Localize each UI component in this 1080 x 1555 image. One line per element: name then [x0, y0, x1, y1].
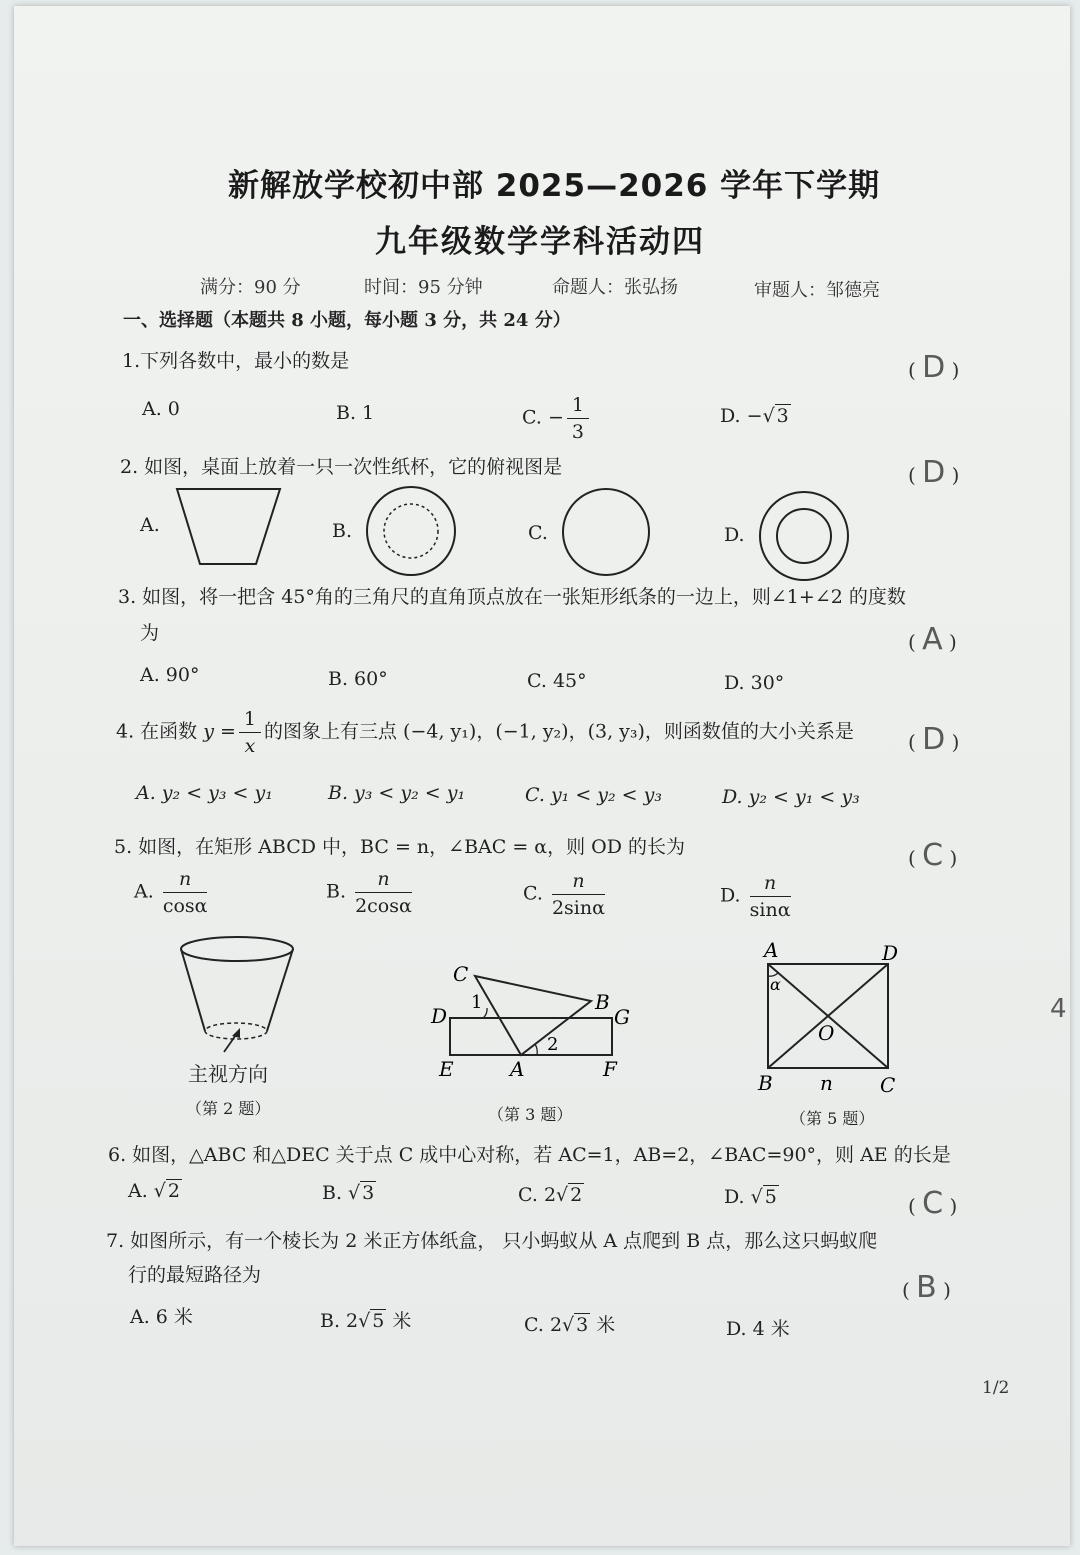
q4-stem: 4. 在函数 y = $\frac{1}{x}$ 的图象上有三点 (−4, y₁)，(−1, y₂)，(3, y₃)，则函数值的大小关系是 — [116, 708, 854, 757]
q2-answer-box: ( D ) — [908, 455, 960, 490]
q2-stem: 2. 如图，桌面上放着一只一次性纸杯，它的俯视图是 — [120, 456, 563, 478]
exam-time: 时间：95 分钟 — [364, 277, 483, 298]
q1-option-a: A. 0 — [142, 398, 180, 420]
q4-option-d: D. y₂ < y₁ < y₃ — [722, 786, 860, 808]
q2-option-a-label: A. — [140, 514, 160, 536]
q7-option-a: A. 6 米 — [130, 1306, 193, 1328]
q6-option-b: B. √ 3 — [322, 1182, 375, 1204]
q6-option-c: C. 2√ 2 — [518, 1184, 583, 1206]
exam-title-line2: 九年级数学学科活动四 — [375, 224, 705, 260]
fig5-point-a: A — [764, 938, 779, 962]
q4-answer-box: ( D ) — [908, 722, 960, 757]
fig5-point-o: O — [818, 1021, 835, 1045]
q2-option-a-trapezoid — [172, 486, 284, 568]
q7-option-d: D. 4 米 — [726, 1318, 790, 1340]
q5-stem: 5. 如图，在矩形 ABCD 中，BC = n，∠BAC = α，则 OD 的长为 — [114, 836, 686, 858]
q3-option-b: B. 60° — [328, 668, 388, 690]
q1-option-b: B. 1 — [336, 402, 375, 424]
fig3-point-d: D — [431, 1004, 448, 1028]
margin-handwritten-note: 4 — [1050, 994, 1067, 1024]
q6-answer-box: ( C ) — [908, 1186, 958, 1221]
q1-stem: 1.下列各数中，最小的数是 — [122, 350, 350, 372]
q3-answer-box: ( A ) — [908, 622, 957, 657]
figure-3-caption: （第 3 题） — [488, 1105, 573, 1124]
q3-option-a: A. 90° — [140, 664, 200, 686]
author: 命题人：张弘扬 — [552, 277, 678, 298]
q3-handwritten-answer: A — [922, 622, 943, 657]
figure-5-rectangle — [748, 938, 908, 1100]
q2-option-b-circle-dashed — [364, 484, 460, 580]
fig5-label-n: n — [820, 1071, 833, 1095]
q1-handwritten-answer: D — [922, 350, 946, 385]
q2-option-d-label: D. — [724, 524, 745, 546]
q7-stem: 7. 如图所示，有一个棱长为 2 米正方体纸盒， 只小蚂蚁从 A 点爬到 B 点，那么这只蚂蚁爬 — [106, 1230, 878, 1252]
q1-option-d: D. −√ 3 — [720, 405, 789, 427]
fig5-point-b: B — [758, 1071, 773, 1095]
fig3-point-a: A — [510, 1057, 525, 1081]
exam-title-line1: 新解放学校初中部 2025—2026 学年下学期 — [228, 168, 881, 204]
q7-stem-cont: 行的最短路径为 — [128, 1264, 262, 1286]
fig5-point-d: D — [882, 941, 899, 965]
q7-option-c: C. 2√ 3 米 — [524, 1314, 616, 1336]
q6-option-d: D. √ 5 — [724, 1186, 777, 1208]
q3-stem: 3. 如图，将一把含 45°角的三角尺的直角顶点放在一张矩形纸条的一边上，则∠1+∠2 的度数 — [118, 586, 906, 608]
q5-handwritten-answer: C — [922, 838, 944, 873]
section-title: 一、选择题（本题共 8 小题，每小题 3 分，共 24 分） — [123, 310, 571, 331]
figure-3-triangle-ruler — [425, 958, 640, 1083]
fig3-point-f: F — [603, 1057, 617, 1081]
q1-option-c: C. − $\frac{1}{3}$ — [522, 392, 592, 445]
q6-handwritten-answer: C — [922, 1186, 944, 1221]
q4-option-c: C. y₁ < y₂ < y₃ — [525, 784, 662, 806]
fig3-angle-2: 2 — [547, 1034, 559, 1055]
q7-handwritten-answer: B — [916, 1270, 937, 1305]
q7-answer-box: ( B ) — [902, 1270, 951, 1305]
reviewer: 审题人：邹德亮 — [754, 280, 880, 301]
q4-option-a: A. y₂ < y₃ < y₁ — [136, 782, 273, 804]
q5-option-a: A. $\frac{n}{\cos\alpha}$ — [134, 868, 208, 917]
q5-option-c: C. $\frac{n}{2\sin\alpha}$ — [523, 870, 605, 919]
q4-option-b: B. y₃ < y₂ < y₁ — [328, 782, 466, 804]
q5-option-b: B. $\frac{n}{2\cos\alpha}$ — [326, 868, 412, 917]
q2-option-b-label: B. — [332, 520, 353, 542]
q5-answer-box: ( C ) — [908, 838, 958, 873]
fig3-point-b: B — [595, 990, 610, 1014]
figure-2-caption: （第 2 题） — [186, 1099, 271, 1118]
fig3-point-c: C — [453, 962, 469, 986]
figure-2-label: 主视方向 — [188, 1062, 268, 1086]
full-score: 满分：90 分 — [200, 277, 301, 298]
q2-option-c-circle — [560, 486, 654, 580]
q6-option-a: A. √ 2 — [128, 1180, 181, 1202]
q2-option-c-label: C. — [528, 522, 548, 544]
q3-option-c: C. 45° — [527, 670, 587, 692]
fig3-point-e: E — [439, 1057, 454, 1081]
q6-stem: 6. 如图，△ABC 和△DEC 关于点 C 成中心对称，若 AC=1，AB=2，∠BAC=90°，则 AE 的长是 — [108, 1144, 951, 1166]
q3-stem-cont: 为 — [140, 622, 160, 644]
q2-handwritten-answer: D — [922, 455, 946, 490]
q2-option-d-double-circle — [756, 488, 852, 584]
page-number: 1/2 — [982, 1378, 1010, 1398]
fig5-alpha: α — [770, 975, 781, 994]
q7-option-b: B. 2√ 5 米 — [320, 1310, 412, 1332]
fig5-point-c: C — [880, 1073, 896, 1097]
q5-option-d: D. $\frac{n}{\sin\alpha}$ — [720, 872, 791, 921]
fig3-point-g: G — [614, 1005, 630, 1029]
figure-2-cup — [172, 932, 302, 1054]
figure-5-caption: （第 5 题） — [790, 1109, 875, 1128]
q4-handwritten-answer: D — [922, 722, 946, 757]
q1-answer-box: ( D ) — [908, 350, 960, 385]
fig3-angle-1: 1 — [471, 992, 483, 1013]
q3-option-d: D. 30° — [724, 672, 785, 694]
